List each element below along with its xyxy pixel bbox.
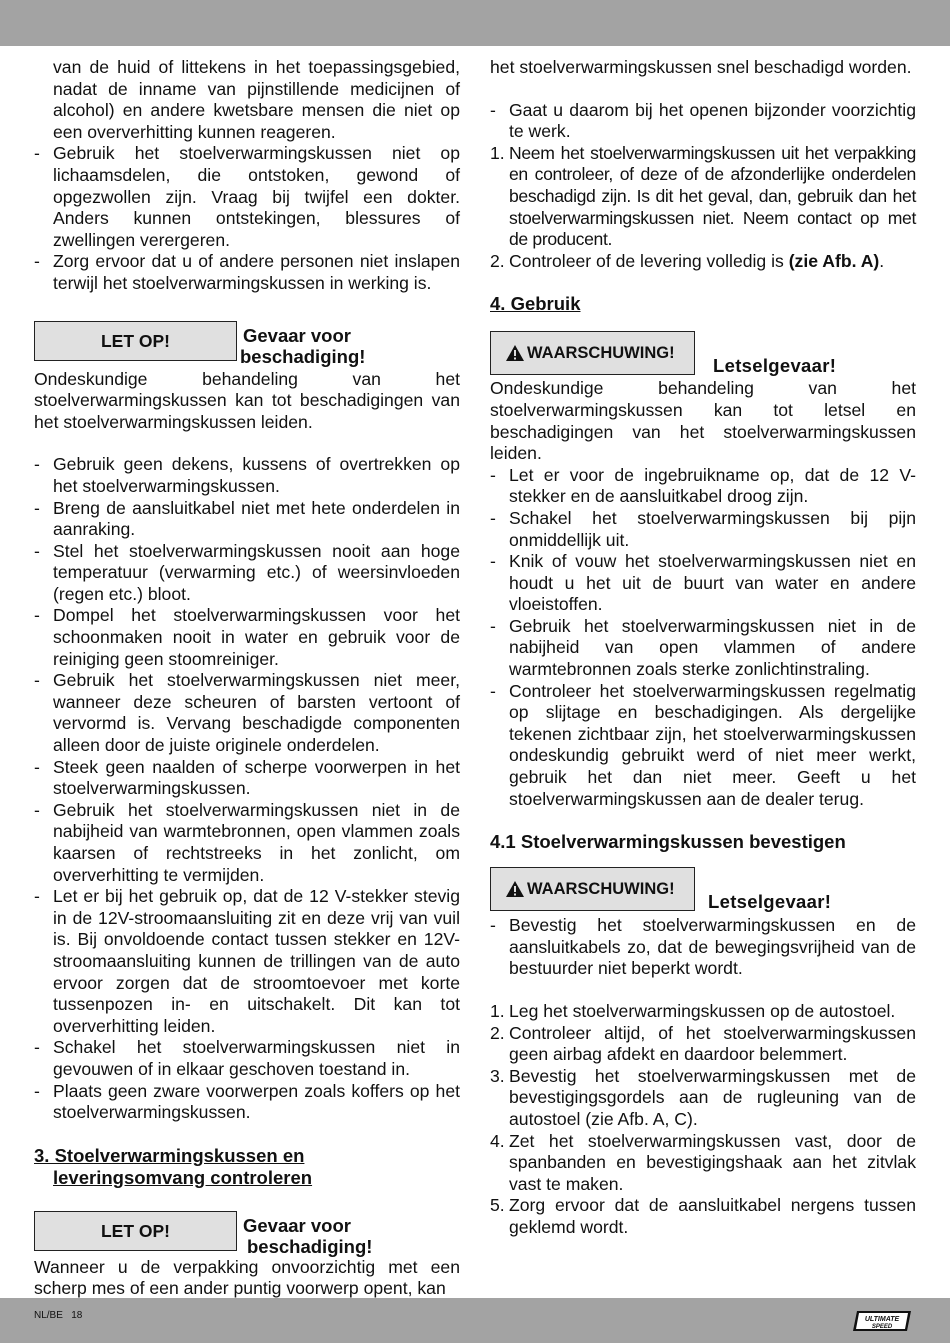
step-number: 1. xyxy=(490,142,505,163)
step-item xyxy=(490,1195,916,1238)
step-item xyxy=(490,1023,916,1066)
safety-list-2 xyxy=(34,454,460,1123)
step-item xyxy=(490,1066,916,1131)
step-text: Controleer of de levering volledig is xyxy=(509,250,789,271)
warning-1 xyxy=(490,331,916,379)
careful-list xyxy=(490,100,916,143)
list-item: - Zorg ervoor dat u of andere personen niet inslapen terwijl het stoelverwarmingskussen in werking is. xyxy=(34,251,460,294)
list-item: - Gebruik het stoelverwarmingskussen niet meer, wanneer deze scheuren of barsten vertoont of vervormd is. Vervang beschadigde componenten alleen door de juiste originele onderdelen. xyxy=(34,670,460,756)
list-item: - Knik of vouw het stoelverwarmingskussen niet en houdt u het uit de buurt van water en andere vloeistoffen. xyxy=(490,551,916,616)
notice-title-line2: beschadiging! xyxy=(247,1235,373,1257)
list-item: - Gebruik het stoelverwarmingskussen niet in de nabijheid van warmtebronnen, open vlammen zoals kaarsen of rechtstreeks in het zonlicht, om oververhitting te vermijden. xyxy=(34,800,460,886)
step-number: 2. xyxy=(490,250,505,271)
notice-title xyxy=(240,324,366,367)
step-item xyxy=(490,1001,916,1023)
warning-triangle-icon xyxy=(505,344,525,362)
list-item: - Gebruik het stoelverwarmingskussen niet in de nabijheid van open vlammen of andere warmtebronnen zoals sterke zonlichtinstraling. xyxy=(490,616,916,681)
step-number: 1. xyxy=(490,1001,505,1021)
notice-title-line2: beschadiging! xyxy=(240,345,366,367)
step-text-end: . xyxy=(879,250,885,271)
list-item: - Plaats geen zware voorwerpen zoals koffers op het stoelverwarmingskussen. xyxy=(34,1081,460,1124)
list-item: - Breng de aansluitkabel niet met hete onderdelen in aanraking. xyxy=(34,498,460,541)
step-text: Zorg ervoor dat de aansluitkabel nergens tussen geklemd wordt. xyxy=(509,1195,916,1237)
list-item: - Let er bij het gebruik op, dat de 12 V-stekker stevig in de 12V-stroomaansluiting zit en deze vrij van vuil is. Bij onvoldoende contact tussen stekker en 12V-stroomaansluiting kunnen de trillingen van de auto ervoor zorgen dat de stroomtoevoer met korte tussenpozen in- en uitschakelt. Dit kan tot oververhitting leiden. xyxy=(34,886,460,1037)
right-column xyxy=(490,57,916,1239)
warning-title: Letselgevaar! xyxy=(708,891,832,913)
section-4-1-heading: 4.1 Stoelverwarmingskussen bevestigen xyxy=(490,831,846,853)
warning-triangle-icon xyxy=(505,880,525,898)
notice-title-line1: Gevaar voor xyxy=(243,324,351,346)
warning-2 xyxy=(490,867,916,915)
list-item: - Gaat u daarom bij het openen bijzonder voorzichtig te werk. xyxy=(490,100,916,143)
left-column xyxy=(34,57,460,1300)
list-item: - Gebruik het stoelverwarmingskussen niet op lichaamsdelen, die ontstoken, gewond of opgezwollen zijn. Vraag bij twijfel een dokter. Anders kunnen ontstekingen, blessures of zwellingen verergeren. xyxy=(34,143,460,251)
list-item: - Schakel het stoelverwarmingskussen niet in gevouwen of in elkaar geschoven toestand in. xyxy=(34,1037,460,1080)
section-3-heading-line2: leveringsomvang controleren xyxy=(53,1166,313,1188)
header-bar xyxy=(0,0,950,46)
list-item: - Stel het stoelverwarmingskussen nooit aan hoge temperatuur (verwarming etc.) of weersinvloeden (regen etc.) bloot. xyxy=(34,541,460,606)
step-number: 3. xyxy=(490,1065,505,1086)
list-item: - Steek geen naalden of scherpe voorwerpen in het stoelverwarmingskussen. xyxy=(34,757,460,800)
section-3-heading-line1: 3. Stoelverwarmingskussen en xyxy=(34,1144,305,1166)
warning-label-box xyxy=(490,331,695,375)
warning-label: WAARSCHUWING! xyxy=(527,344,675,363)
warning-text: Ondeskundige behandeling van het stoelverwarmingskussen kan tot letsel en beschadigingen van het stoelverwarmingskussen leiden. xyxy=(490,378,916,464)
list-item: - Schakel het stoelverwarmingskussen bij pijn onmiddellijk uit. xyxy=(490,508,916,551)
warning-title: Letselgevaar! xyxy=(713,355,837,377)
step-item xyxy=(490,1131,916,1196)
continued-text: het stoelverwarmingskussen snel beschadigd worden. xyxy=(490,57,912,77)
steps-section-4-1 xyxy=(490,1001,916,1239)
step-text: Neem het stoelverwarmingskussen uit het verpakking en controleer, of deze of de afzonderlijke onderdelen beschadigd zijn. Is dit het geval, dan, gebruik dan het stoelverwarmingskussen niet. Neem contact op met de producent. xyxy=(509,142,916,250)
list-item: - Let er voor de ingebruikname op, dat de 12 V-stekker en de aansluitkabel droog zijn. xyxy=(490,465,916,508)
step-number: 2. xyxy=(490,1022,505,1043)
logo-line2: SPEED xyxy=(871,1324,893,1330)
warning-label: WAARSCHUWING! xyxy=(527,880,675,899)
mounting-list xyxy=(490,915,916,980)
footer-bar xyxy=(0,1298,950,1343)
step-text: Zet het stoelverwarmingskussen vast, door de spanbanden en bevestigingshaak aan het zitvlak vast te maken. xyxy=(509,1130,916,1194)
notice-text: Ondeskundige behandeling van het stoelverwarmingskussen kan tot beschadigingen van het stoelverwarmingskussen leiden. xyxy=(34,368,460,432)
steps-section-3 xyxy=(490,143,916,273)
ultimate-speed-logo xyxy=(853,1309,913,1333)
step-text: Leg het stoelverwarmingskussen op de autostoel. xyxy=(509,1001,896,1021)
list-item: - Gebruik geen dekens, kussens of overtrekken op het stoelverwarmingskussen. xyxy=(34,454,460,497)
section-4-heading: 4. Gebruik xyxy=(490,293,581,315)
step-text: Controleer altijd, of het stoelverwarmingskussen geen airbag afdekt en daardoor belemmert. xyxy=(509,1022,916,1065)
notice-let-op-1 xyxy=(34,321,460,371)
step-item xyxy=(490,251,916,273)
notice-let-op-2 xyxy=(34,1211,460,1261)
intro-text: van de huid of littekens in het toepassingsgebied, nadat de inname van pijnstillende medicijnen of alcohol) en andere kwetsbare mensen die niet op een oververhitting kunnen reageren. xyxy=(53,57,460,142)
safety-list-1 xyxy=(34,143,460,294)
let-op-label: LET OP! xyxy=(34,1211,237,1251)
page-number: NL/BE 18 xyxy=(34,1310,83,1321)
list-item: - Controleer het stoelverwarmingskussen regelmatig op slijtage en beschadigingen. Als dergelijke tekenen zichtbaar zijn, het stoelverwarmingskussen ondeskundig gebruikt werd of niet meer werkt, gebruik het dan niet meer. Geeft u het stoelverwarmingskussen aan de dealer terug. xyxy=(490,681,916,811)
notice-title xyxy=(243,1215,372,1257)
step-number: 4. xyxy=(490,1130,505,1151)
warning-label-box xyxy=(490,867,695,911)
notice-title-line1: Gevaar voor xyxy=(243,1214,351,1236)
step-item xyxy=(490,143,916,251)
list-item: - Dompel het stoelverwarmingskussen voor het schoonmaken nooit in water en gebruik voor de reiniging geen stoomreiniger. xyxy=(34,605,460,670)
step-number: 5. xyxy=(490,1195,505,1216)
section-3-heading xyxy=(34,1145,460,1189)
list-item: - Bevestig het stoelverwarmingskussen en de aansluitkabels zo, dat de bewegingsvrijheid van de bestuurder niet beperkt wordt. xyxy=(490,915,916,980)
usage-list xyxy=(490,465,916,811)
step-text: Bevestig het stoelverwarmingskussen met de bevestigingsgordels aan de rugleuning van de autostoel (zie Afb. A, C). xyxy=(509,1065,916,1129)
let-op-label: LET OP! xyxy=(34,321,237,361)
logo-line1: ULTIMATE xyxy=(864,1316,900,1323)
figure-reference: (zie Afb. A) xyxy=(788,250,880,271)
notice-text: Wanneer u de verpakking onvoorzichtig met een scherp mes of een ander puntig voorwerp opent, kan xyxy=(34,1256,460,1299)
